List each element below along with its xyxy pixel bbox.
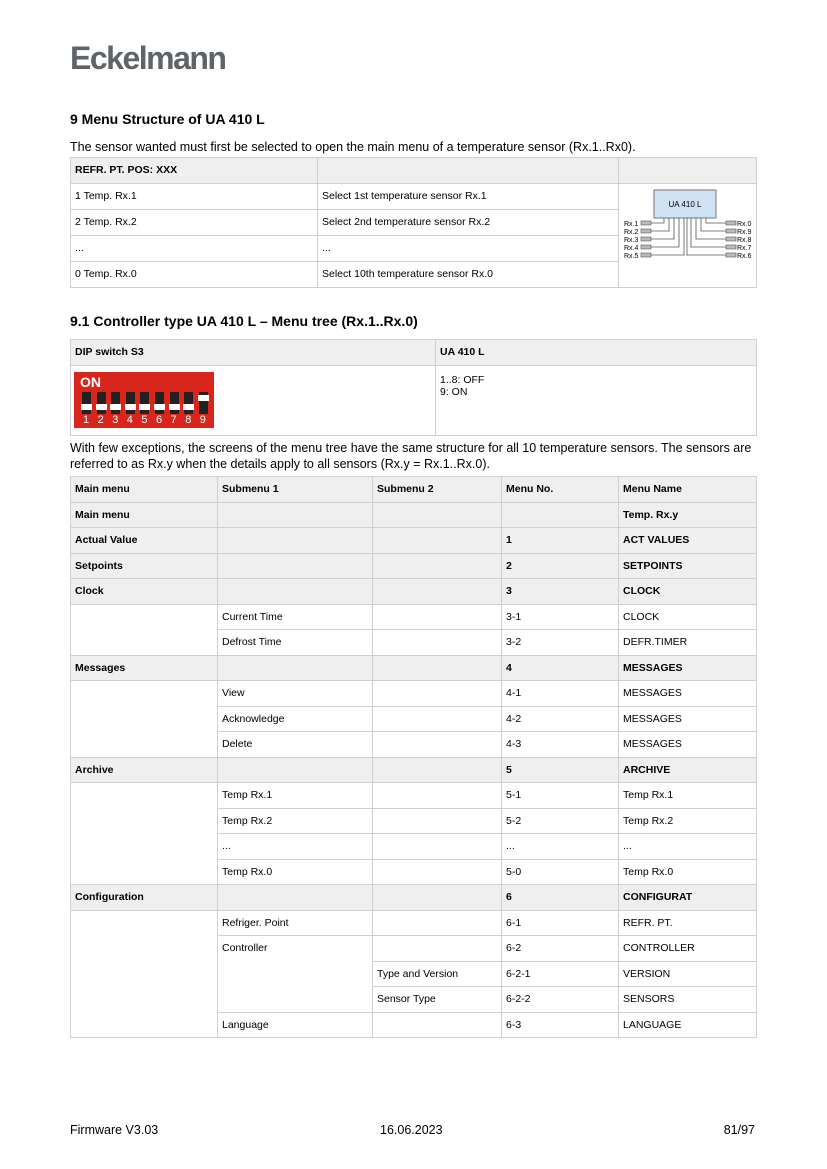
table-cell: Defrost Time	[218, 630, 373, 656]
table-cell	[373, 1012, 502, 1038]
dip-switch-6	[155, 392, 164, 414]
table-cell: DEFR.TIMER	[619, 630, 757, 656]
dip-switch-7	[170, 392, 179, 414]
table-cell	[373, 528, 502, 554]
table-cell: SENSORS	[619, 987, 757, 1013]
table-row	[71, 783, 757, 809]
table-cell: Main menu	[71, 477, 218, 503]
dip-table	[70, 339, 757, 436]
table-cell	[373, 706, 502, 732]
table-cell: CONTROLLER	[619, 936, 757, 962]
intro-text: The sensor wanted must first be selected to open the main menu of a temperature sensor (Rx.1..Rx0).	[70, 140, 636, 154]
table-cell	[373, 936, 502, 962]
table-cell: Main menu	[71, 502, 218, 528]
cell: 2 Temp. Rx.2	[71, 209, 318, 235]
table-header-row	[71, 477, 757, 503]
dip-switch-2	[97, 392, 106, 414]
dip-switch-4	[126, 392, 135, 414]
table-cell	[71, 681, 218, 758]
table-cell: Clock	[71, 579, 218, 605]
table-cell: MESSAGES	[619, 655, 757, 681]
table-cell: View	[218, 681, 373, 707]
dip-switch-number: 1	[83, 414, 90, 426]
table-cell: CONFIGURAT	[619, 885, 757, 911]
table-cell	[373, 885, 502, 911]
table-cell: Menu No.	[502, 477, 619, 503]
table-cell: 4-2	[502, 706, 619, 732]
svg-text:Rx.1: Rx.1	[624, 220, 639, 228]
table-cell: 4-3	[502, 732, 619, 758]
table-cell: MESSAGES	[619, 681, 757, 707]
table-cell: Submenu 1	[218, 477, 373, 503]
table-cell: Configuration	[71, 885, 218, 911]
sensor-table	[70, 157, 757, 288]
table-row	[71, 528, 757, 554]
description-text: With few exceptions, the screens of the menu tree have the same structure for all 10 temperature sensors. The sensors are referred to as Rx.y when the details apply to all sensors (Rx.y = Rx.1..Rx.0).	[70, 441, 752, 471]
table-cell: 3	[502, 579, 619, 605]
table-cell: Temp Rx.1	[619, 783, 757, 809]
table-cell: 6-2-1	[502, 961, 619, 987]
table-cell	[373, 859, 502, 885]
table-cell: CLOCK	[619, 604, 757, 630]
table-cell	[373, 732, 502, 758]
table-cell: ...	[502, 834, 619, 860]
table-cell: Temp. Rx.y	[619, 502, 757, 528]
svg-text:Rx.8: Rx.8	[737, 236, 752, 244]
table-cell: ACT VALUES	[619, 528, 757, 554]
table-row	[71, 681, 757, 707]
table-cell: 5-1	[502, 783, 619, 809]
table-cell: Sensor Type	[373, 987, 502, 1013]
footer-firmware: Firmware V3.03	[70, 1123, 159, 1137]
table-cell: Temp Rx.2	[619, 808, 757, 834]
table-row	[71, 757, 757, 783]
table-cell	[373, 604, 502, 630]
cell: 0 Temp. Rx.0	[71, 261, 318, 287]
table-cell: Messages	[71, 655, 218, 681]
dip-switch-3	[111, 392, 120, 414]
table-row	[71, 604, 757, 630]
menu-tree-table	[70, 476, 757, 1038]
table-cell	[71, 604, 218, 655]
dip-switch-number: 4	[126, 414, 133, 426]
dip-switch-1	[82, 392, 91, 414]
table-cell	[373, 502, 502, 528]
device-label: UA 410 L	[668, 199, 702, 209]
table-cell: VERSION	[619, 961, 757, 987]
table-cell: ARCHIVE	[619, 757, 757, 783]
table-cell: Acknowledge	[218, 706, 373, 732]
dip-switch-number: 9	[199, 414, 206, 426]
table-cell: 6-1	[502, 910, 619, 936]
table-row	[71, 502, 757, 528]
svg-text:Rx.5: Rx.5	[624, 252, 639, 260]
dip-switch-image	[73, 371, 215, 429]
dip-header: DIP switch S3	[71, 340, 436, 366]
table-cell: Current Time	[218, 604, 373, 630]
table-cell	[218, 553, 373, 579]
table-row	[71, 579, 757, 605]
table-cell: MESSAGES	[619, 706, 757, 732]
table-cell: REFR. PT.	[619, 910, 757, 936]
cell: Select 10th temperature sensor Rx.0	[318, 261, 619, 287]
svg-text:Rx.7: Rx.7	[737, 244, 752, 252]
table-row	[71, 885, 757, 911]
table-cell	[502, 502, 619, 528]
table-cell: 5-2	[502, 808, 619, 834]
setting-2: 9: ON	[440, 385, 468, 398]
dip-switch-number: 6	[156, 414, 163, 426]
table-cell	[218, 655, 373, 681]
svg-text:Rx.9: Rx.9	[737, 228, 752, 236]
table-cell: LANGUAGE	[619, 1012, 757, 1038]
table-row	[71, 910, 757, 936]
table-cell: 6-3	[502, 1012, 619, 1038]
table-cell: Controller	[218, 936, 373, 1013]
table-cell	[71, 910, 218, 1038]
table-cell: 6	[502, 885, 619, 911]
table-cell	[373, 681, 502, 707]
table-cell	[218, 885, 373, 911]
table-cell	[373, 808, 502, 834]
cell: ...	[71, 235, 318, 261]
dip-on-label: ON	[80, 374, 101, 390]
dip-switch-5	[140, 392, 149, 414]
svg-text:Rx.6: Rx.6	[737, 252, 752, 260]
section-title: 9 Menu Structure of UA 410 L	[70, 111, 265, 127]
model-header: UA 410 L	[436, 340, 757, 366]
table-cell: 6-2	[502, 936, 619, 962]
cell: ...	[318, 235, 619, 261]
table-cell: Archive	[71, 757, 218, 783]
table-cell	[373, 553, 502, 579]
table-cell: 2	[502, 553, 619, 579]
dip-switch-9	[199, 392, 208, 414]
svg-text:Rx.0: Rx.0	[737, 220, 752, 228]
table-cell	[71, 783, 218, 885]
table-cell: 1	[502, 528, 619, 554]
table-cell: 6-2-2	[502, 987, 619, 1013]
table-cell: Actual Value	[71, 528, 218, 554]
table-cell: Temp Rx.0	[218, 859, 373, 885]
table-cell: Submenu 2	[373, 477, 502, 503]
table-cell: Delete	[218, 732, 373, 758]
table-cell	[373, 579, 502, 605]
eckelmann-logo: Eckelmann	[70, 40, 226, 76]
table-cell: Menu Name	[619, 477, 757, 503]
dip-switch-number: 5	[141, 414, 148, 426]
table-cell: Setpoints	[71, 553, 218, 579]
subsection-title: 9.1 Controller type UA 410 L – Menu tree (Rx.1..Rx.0)	[70, 313, 418, 329]
table-cell: CLOCK	[619, 579, 757, 605]
table-row	[71, 553, 757, 579]
table-cell	[373, 630, 502, 656]
table-cell: Type and Version	[373, 961, 502, 987]
table-cell: ...	[218, 834, 373, 860]
svg-text:Rx.2: Rx.2	[624, 228, 639, 236]
setting-1: 1..8: OFF	[440, 373, 485, 386]
svg-text:Rx.4: Rx.4	[624, 244, 639, 252]
table-cell	[218, 757, 373, 783]
table-cell	[218, 528, 373, 554]
table-cell	[218, 502, 373, 528]
table-cell	[373, 655, 502, 681]
ua410-wiring-diagram	[619, 183, 757, 287]
dip-switch-number: 7	[170, 414, 177, 426]
table-cell: Temp Rx.1	[218, 783, 373, 809]
table-cell: MESSAGES	[619, 732, 757, 758]
table-cell: 4	[502, 655, 619, 681]
table-cell: 4-1	[502, 681, 619, 707]
table-cell	[373, 757, 502, 783]
footer-page-number: 81/97	[723, 1123, 755, 1137]
table-cell: 5	[502, 757, 619, 783]
table-cell	[373, 910, 502, 936]
dip-switch-number: 8	[185, 414, 192, 426]
sensor-table-header: REFR. PT. POS: XXX	[71, 158, 318, 184]
table-cell: 5-0	[502, 859, 619, 885]
table-cell: Temp Rx.0	[619, 859, 757, 885]
table-cell	[373, 834, 502, 860]
table-cell: Language	[218, 1012, 373, 1038]
table-cell: SETPOINTS	[619, 553, 757, 579]
table-cell: ...	[619, 834, 757, 860]
dip-switch-number: 2	[97, 414, 104, 426]
cell: Select 2nd temperature sensor Rx.2	[318, 209, 619, 235]
table-row	[71, 655, 757, 681]
table-cell	[373, 783, 502, 809]
table-cell: 3-1	[502, 604, 619, 630]
footer-date: 16.06.2023	[380, 1123, 443, 1137]
table-cell: 3-2	[502, 630, 619, 656]
table-cell: Refriger. Point	[218, 910, 373, 936]
dip-switch-8	[184, 392, 193, 414]
table-cell	[218, 579, 373, 605]
svg-text:Rx.3: Rx.3	[624, 236, 639, 244]
cell: 1 Temp. Rx.1	[71, 183, 318, 209]
cell: Select 1st temperature sensor Rx.1	[318, 183, 619, 209]
table-cell: Temp Rx.2	[218, 808, 373, 834]
dip-switch-number: 3	[112, 414, 119, 426]
